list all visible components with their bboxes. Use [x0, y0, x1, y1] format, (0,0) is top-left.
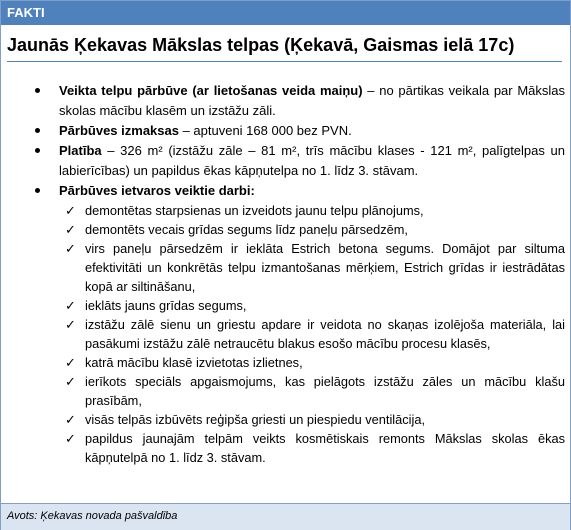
source-text: Avots: Ķekavas novada pašvaldība	[7, 510, 178, 522]
work-item: ✓ virs paneļu pārsedzēm ir ieklāta Estrich betona segums. Domājot par siltuma efektivitāti un konkrētās telpu izmantošanas mērķiem, Estrich grīdas ir iestrādātas kopā ar siltināšanu,	[65, 241, 565, 294]
checkmark-icon: ✓	[65, 317, 76, 332]
page-title: Jaunās Ķekavas Mākslas telpas (Ķekavā, Gaismas ielā 17c)	[7, 35, 562, 62]
checkmark-icon: ✓	[65, 431, 76, 446]
checkmark-icon: ✓	[65, 203, 76, 218]
work-item: ✓ demontēts vecais grīdas segums līdz paneļu pārsedzēm,	[65, 222, 408, 237]
work-item: ✓ ierīkots speciāls apgaismojums, kas pielāgots izstāžu zāles un mācību klašu prasībām,	[65, 374, 565, 408]
bullet-item: Platība – 326 m² (izstāžu zāle – 81 m², trīs mācību klases - 121 m², palīgtelpas un labierīcības) un papildus ēkas kāpņutelpa no 1. līdz 3. stāvam.	[25, 141, 565, 181]
checkmark-icon: ✓	[65, 355, 76, 370]
work-item: ✓ papildus jaunajām telpām veikts kosmētiskais remonts Mākslas skolas ēkas kāpņutelpā no 1. līdz 3. stāvam.	[65, 431, 565, 465]
checkmark-icon: ✓	[65, 222, 76, 237]
bullet-item: Pārbūves ietvaros veiktie darbi:	[25, 181, 565, 201]
checkmark-icon: ✓	[65, 374, 76, 389]
bullet-item: Pārbūves izmaksas – aptuveni 168 000 bez PVN.	[25, 121, 565, 141]
bullet-item: Veikta telpu pārbūve (ar lietošanas veida maiņu) – no pārtikas veikala par Mākslas skolas mācību klasēm un izstāžu zāli.	[25, 81, 565, 121]
work-item: ✓ katrā mācību klasē izvietotas izlietnes,	[65, 355, 303, 370]
checkmark-icon: ✓	[65, 241, 76, 256]
bullet-icon	[35, 128, 40, 133]
works-list	[25, 201, 565, 467]
bullet-icon	[35, 148, 40, 153]
work-item: ✓ izstāžu zālē sienu un griestu apdare ir veidota no skaņas izolējoša materiāla, lai pasākumi izstāžu zālē netraucētu blakus esošo mācību procesu klasēs,	[65, 317, 565, 351]
facts-label: FAKTI	[7, 5, 45, 20]
work-item: ✓ visās telpās izbūvēts reģipša griesti un piespiedu ventilācija,	[65, 412, 426, 427]
work-item: ✓ ieklāts jauns grīdas segums,	[65, 298, 247, 313]
bullet-icon	[35, 88, 40, 93]
source-footer	[1, 503, 570, 530]
checkmark-icon: ✓	[65, 412, 76, 427]
content	[25, 81, 565, 467]
checkmark-icon: ✓	[65, 298, 76, 313]
work-item: ✓ demontētas starpsienas un izveidots jaunu telpu plānojums,	[65, 203, 424, 218]
bullet-icon	[35, 188, 40, 193]
facts-header	[1, 1, 570, 25]
